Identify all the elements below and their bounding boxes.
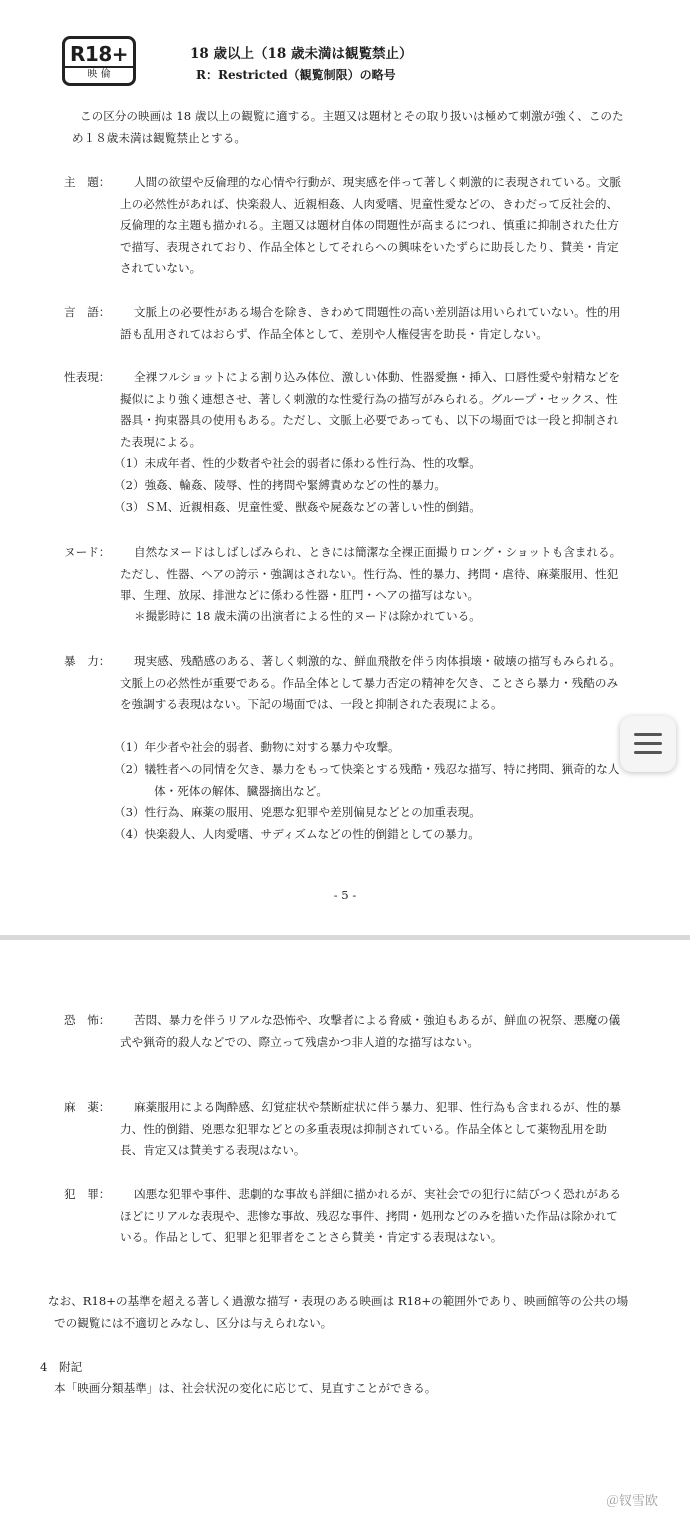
section-body: 全裸フルショットによる割り込み体位、激しい体動、性器愛撫・挿入、口唇性愛や射精などを擬似により強く連想させ、著しく刺激的な性愛行為の描写がみられる。グループ・セックス、性器具・拘束器具の使用もある。ただし、文脈上必要であっても、以下の場面では一段と抑制された表現による。 xyxy=(120,370,620,449)
badge-main-text: R18+ xyxy=(70,42,128,66)
list-item: （2）強姦、輪姦、陵辱、性的拷問や緊縛責めなどの性的暴力。 xyxy=(114,478,447,492)
section-body: 自然なヌードはしばしばみられ、ときには簡潔な全裸正面撮りロング・ショットも含まれる。ただし、性器、ヘアの誇示・強調はされない。性行為、性的暴力、拷問・虐待、麻薬服用、性犯罪、生理、放尿、排泄などに係わる性器・肛門・ヘアの描写はない。 xyxy=(120,545,622,602)
section-label: 主 題： xyxy=(64,175,111,189)
list-item: （3）性行為、麻薬の服用、兇悪な犯罪や差別偏見などとの加重表現。 xyxy=(114,805,481,819)
section-body: 凶悪な犯罪や事件、悲劇的な事故も詳細に描かれるが、実社会での犯行に結びつく恐れがあるほどにリアルな表現や、悲惨な事故、残忍な事件、拷問・処刑などのみを描いた作品は除かれている。作品として、犯罪と犯罪者をことさら賛美・肯定する表現はない。 xyxy=(120,1187,621,1244)
section-label: 麻 薬： xyxy=(64,1100,111,1114)
intro-paragraph: この区分の映画は 18 歳以上の観覧に適する。主題又は題材とその取り扱いは極めて刺激が強く、このため１８歳未満は観覧禁止とする。 xyxy=(72,109,624,145)
section-body: 麻薬服用による陶酔感、幻覚症状や禁断症状に伴う暴力、犯罪、性行為も含まれるが、性的暴力、性的倒錯、兇悪な犯罪などとの多重表現は抑制されている。作品全体として薬物乱用を助長、肯定又は賛美する表現はない。 xyxy=(120,1100,621,1157)
section-label: 犯 罪： xyxy=(64,1187,111,1201)
list-item: （1）年少者や社会的弱者、動物に対する暴力や攻撃。 xyxy=(114,740,400,754)
section-body: 文脈上の必要性がある場合を除き、きわめて問題性の高い差別語は用いられていない。性的用語も乱用されてはおらず、作品全体として、差別や人権侵害を助長・肯定しない。 xyxy=(120,305,621,341)
watermark-text: ＠钗雪欧 xyxy=(606,1494,659,1509)
list-item: （2）犠牲者への同情を欠き、暴力をもって快楽とする残酷・残忍な描写、特に拷問、猟奇的な人体・死体の解体、臓器摘出など。 xyxy=(114,762,620,798)
section-label: ヌード： xyxy=(64,545,111,559)
section-body: 現実感、残酷感のある、著しく刺激的な、鮮血飛散を伴う肉体損壊・破壊の描写もみられる。文脈上の必然性が重要である。作品全体として暴力否定の精神を欠き、ことさら暴力・残酷のみを強調する表現はない。下記の場面では、一段と抑制された表現による。 xyxy=(120,654,621,711)
rating-subtitle: R：Restricted（観覧制限）の略号 xyxy=(196,68,396,82)
section-body: 人間の欲望や反倫理的な心情や行動が、現実感を伴って著しく刺激的に表現されている。文脈上の必然性があれば、快楽殺人、近親相姦、人肉愛嗜、児童性愛などの、きわだって反社会的、反倫理的な主題も描かれる。主題又は題材自体の問題性が高まるにつれ、慎重に抑制された仕方で描写、表現されており、作品全体としてそれらへの興味をいたずらに助長したり、賛美・肯定されていない。 xyxy=(120,175,621,275)
r18-rating-badge xyxy=(62,36,136,86)
note-text: ＊撮影時に 18 歳未満の出演者による性的ヌードは除かれている。 xyxy=(134,609,481,623)
section-body: 苦悶、暴力を伴うリアルな恐怖や、攻撃者による脅威・強迫もあるが、鮮血の祝祭、悪魔の儀式や猟奇的殺人などでの、際立って残虐かつ非人道的な描写はない。 xyxy=(120,1013,621,1049)
hamburger-menu-icon xyxy=(634,733,662,755)
section-label: 性表現： xyxy=(64,370,111,384)
appendix-body: 本「映画分類基準」は、社会状況の変化に応じて、見直すことができる。 xyxy=(54,1381,437,1395)
page-divider xyxy=(0,935,690,940)
list-item: （4）快楽殺人、人肉愛嗜、サディズムなどの性的倒錯としての暴力。 xyxy=(114,827,480,841)
section-label: 暴 力： xyxy=(64,654,111,668)
closing-paragraph: なお、R18+の基準を超える著しく過激な描写・表現のある映画は R18+の範囲外であり、映画館等の公共の場での観覧には不適切とみなし、区分は与えられない。 xyxy=(48,1294,629,1330)
badge-sub-text: 映 倫 xyxy=(65,66,133,83)
appendix-heading: 4 附記 xyxy=(40,1360,83,1374)
list-item: （1）未成年者、性的少数者や社会的弱者に係わる性行為、性的攻撃。 xyxy=(114,456,481,470)
menu-button[interactable] xyxy=(620,716,676,772)
section-label: 恐 怖： xyxy=(64,1013,111,1027)
page-number: - 5 - xyxy=(333,888,357,902)
section-label: 言 語： xyxy=(64,305,111,319)
rating-title: 18 歳以上（18 歳未満は観覧禁止） xyxy=(190,46,413,62)
list-item: （3）ＳＭ、近親相姦、児童性愛、獣姦や屍姦などの著しい性的倒錯。 xyxy=(114,500,481,514)
